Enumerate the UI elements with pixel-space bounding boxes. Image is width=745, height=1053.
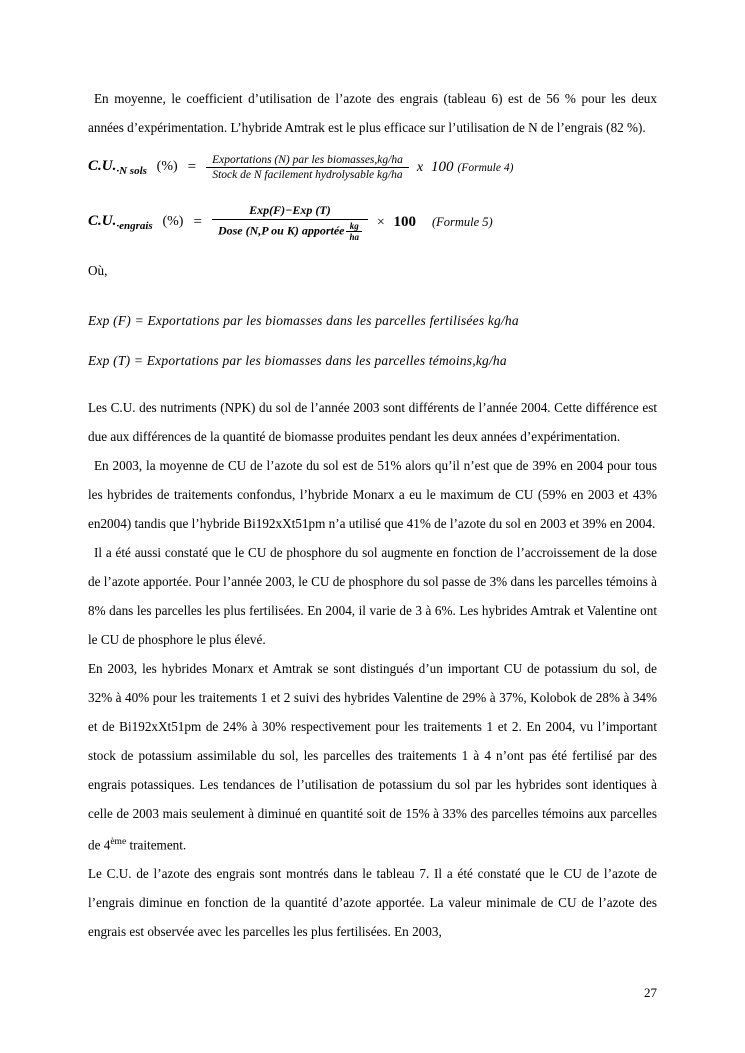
definition-exp-t-text: Exportations par les biomasses dans les parcelles témoins,kg/ha [146, 353, 507, 368]
definition-exp-f [88, 313, 657, 329]
paragraph-potassium [88, 654, 657, 859]
formula-5 [88, 203, 657, 242]
formula-4-equals: = [187, 159, 197, 175]
formula-4-times: x [416, 159, 424, 175]
definition-exp-t [88, 353, 657, 369]
formula-5-unit: (%) [162, 214, 184, 229]
paragraph-potassium-b: traitement. [126, 837, 187, 853]
paragraph-ou: Où, [88, 263, 108, 278]
formula-4-factor: 100 [431, 159, 454, 175]
definition-exp-f-text: Exportations par les biomasses dans les parcelles fertilisées kg/ha [147, 313, 519, 328]
paragraph-cu-2003: En 2003, la moyenne de CU de l’azote du sol est de 51% alors qu’il n’est que de 39% en 2004 pour tous les hybrides de traitements confondus, l’hybride Monarx a eu le maximum de CU (59% en 2003 et 43% en2004) tandis que l’hybride Bi192xXt51pm n’a utilisé que 41% de l’azote du sol en 2003 et 39% en 2004. [88, 458, 657, 531]
formula-5-lhs: $C.U._{\cdot engrais}$ (%) [88, 213, 184, 232]
definition-exp-t-head: Exp (T) = [88, 353, 147, 368]
formula-4-numerator: Exportations (N) par les biomasses,kg/ha [212, 154, 403, 166]
formula-4-lhs: $C.U._{\cdot N sols}$ (%) [88, 158, 178, 177]
formula-4-fraction [206, 154, 409, 181]
formula-4 [88, 154, 657, 181]
formula-5-times: × [376, 214, 386, 230]
formula-4-unit: (%) [156, 159, 178, 174]
paragraph-intro: En moyenne, le coefficient d’utilisation de l’azote des engrais (tableau 6) est de 56 % pour les deux années d’expérimentation. L’hybride Amtrak est le plus efficace sur l’utilisation de N de l’engrais (82 %). [88, 91, 657, 135]
formula-4-denominator: Stock de N facilement hydrolysable kg/ha [206, 167, 409, 181]
paragraph-engrais-final: Le C.U. de l’azote des engrais sont montrés dans le tableau 7. Il a été constaté que le CU de l’azote de l’engrais diminue en fonction de la quantité d’azote apportée. La valeur minimale de CU de l’azote des engrais est observée avec les parcelles les plus fertilisées. En 2003, [88, 866, 657, 940]
formula-5-numerator: Exp(F)−Exp (T) [249, 203, 331, 217]
formula-5-fraction [212, 203, 368, 242]
paragraph-phosphore: Il a été aussi constaté que le CU de phosphore du sol augmente en fonction de l’accroissement de la dose de l’azote apportée. Pour l’année 2003, le CU de phosphore du sol passe de 3% dans les parcelles témoins à 8% dans les parcelles les plus fertilisées. En 2004, il varie de 3 à 6%. Les hybrides Amtrak et Valentine ont le CU de phosphore le plus élevé. [88, 545, 657, 647]
formula-5-tag: (Formule 5) [431, 215, 493, 229]
formula-5-line [88, 203, 657, 242]
paragraph-potassium-a: En 2003, les hybrides Monarx et Amtrak se sont distingués d’un important CU de potassium du sol, de 32% à 40% pour les traitements 1 et 2 suivi des hybrides Valentine de 29% à 37%, Kolobok de 28% à 34% et de Bi192xXt51pm de 24% à 30% respectivement pour les traitements 1 et 2. En 2004, vu l’important stock de potassium assimilable du sol, les parcelles des traitements 1 à 4 n’ont pas été fertilisé par des engrais potassiques. Les tendances de l’utilisation de potassium du sol par les hybrides sont identiques à celle de 2003 mais seulement à diminué en quantité soit de 15% à 33% des parcelles témoins aux parcelles de 4 [88, 661, 657, 853]
formula-4-tag: (Formule 4) [457, 161, 514, 174]
paragraph-cu-npk: Les C.U. des nutriments (NPK) du sol de l’année 2003 sont différents de l’année 2004. Cette différence est due aux différences de la quantité de biomasse produites pendant les deux années d’expérimentation. [88, 400, 657, 444]
formula-4-line [88, 154, 657, 181]
page-number: 27 [644, 985, 657, 1000]
definition-exp-f-head: Exp (F) = [88, 313, 148, 328]
formula-5-dose-unit: $\frac{kg}{ha}$ [346, 221, 362, 242]
formula-5-denominator: Dose (N,P ou K) apportée $\frac{kg}{ha}$ [212, 219, 368, 242]
formula-5-factor: 100 [393, 214, 416, 230]
paragraph-potassium-sup: ème [110, 837, 127, 847]
formula-5-equals: = [193, 214, 202, 230]
